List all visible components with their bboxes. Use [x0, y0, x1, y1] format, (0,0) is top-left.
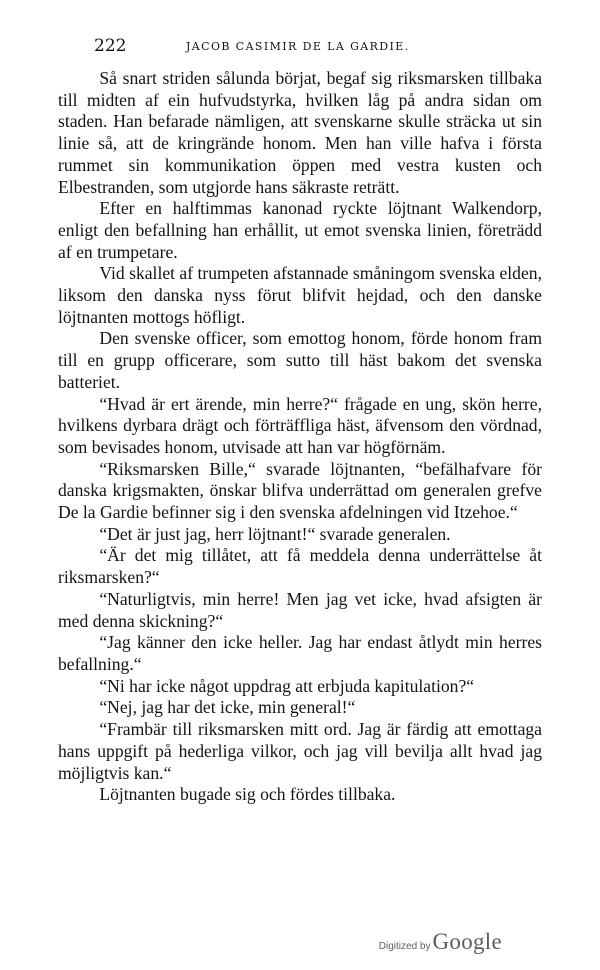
paragraph: “Jag känner den icke heller. Jag har endast åtlydt min herres befallning.“ — [58, 632, 542, 674]
digitized-label: Digitized by — [378, 941, 431, 952]
running-header — [60, 34, 542, 58]
paragraph: Efter en halftimmas kanonad ryckte löjtnant Walkendorp, enligt den befallning han erhållit, ut emot svenska linien, företrädd af en trumpetare. — [58, 198, 542, 262]
paragraph: Den svenske officer, som emottog honom, förde honom fram till en grupp officerare, som sutto till häst bakom det svenska batteriet. — [58, 328, 542, 392]
paragraph: “Riksmarsken Bille,“ svarade löjtnanten, “befälhafvare för danska krigsmakten, önskar blifva underrättad om generalen grefve De la Gardie befinner sig i den svenska afdelningen vid Itzehoe.“ — [58, 458, 542, 523]
paragraph: Vid skallet af trumpeten afstannade småningom svenska elden, liksom den danska nyss förut blifvit hejdad, och den danske löjtnanten mottogs höfligt. — [58, 263, 542, 327]
paragraph: Löjtnanten bugade sig och fördes tillbaka. — [99, 784, 396, 805]
page-number: 222 — [94, 36, 127, 56]
paragraph: Så snart striden sålunda börjat, begaf sig riksmarsken tillbaka till midten af ein hufvudstyrka, hvilken låg på andra sidan om staden. Han befarade nämligen, att svenskarne skulle sträcka ut sin linie så, att de kringrände honom. Men han ville hafva i första rummet sin kommunikation öppen med vestra kusten och Elbestranden, som utgjorde hans säkraste reträtt. — [58, 68, 542, 197]
paragraph: “Naturligtvis, min herre! Men jag vet icke, hvad afsigten är med denna skickning?“ — [58, 588, 542, 631]
paragraph: “Är det mig tillåtet, att få meddela denna underrättelse åt riksmarsken?“ — [58, 545, 542, 588]
google-brand: Google — [432, 929, 502, 954]
paragraph: “Det är just jag, herr löjtnant!“ svarade generalen. — [99, 523, 451, 544]
body-text — [58, 68, 542, 806]
digitization-watermark — [379, 929, 502, 957]
running-title: JACOB CASIMIR DE LA GARDIE. — [186, 40, 410, 53]
paragraph: “Nej, jag har det icke, min general!“ — [99, 697, 356, 718]
paragraph: “Frambär till riksmarsken mitt ord. Jag är färdig att emottaga hans uppgift på hederliga vilkor, och jag vill bevilja allt hvad jag möjligtvis kan.“ — [58, 719, 542, 783]
paragraph: “Ni har icke något uppdrag att erbjuda kapitulation?“ — [99, 675, 475, 696]
paragraph: “Hvad är ert ärende, min herre?“ frågade en ung, skön herre, hvilkens dyrbara drägt och förträffliga häst, äfvensom den vördnad, som bevisades honom, utvisade att han var högförnäm. — [58, 393, 542, 457]
